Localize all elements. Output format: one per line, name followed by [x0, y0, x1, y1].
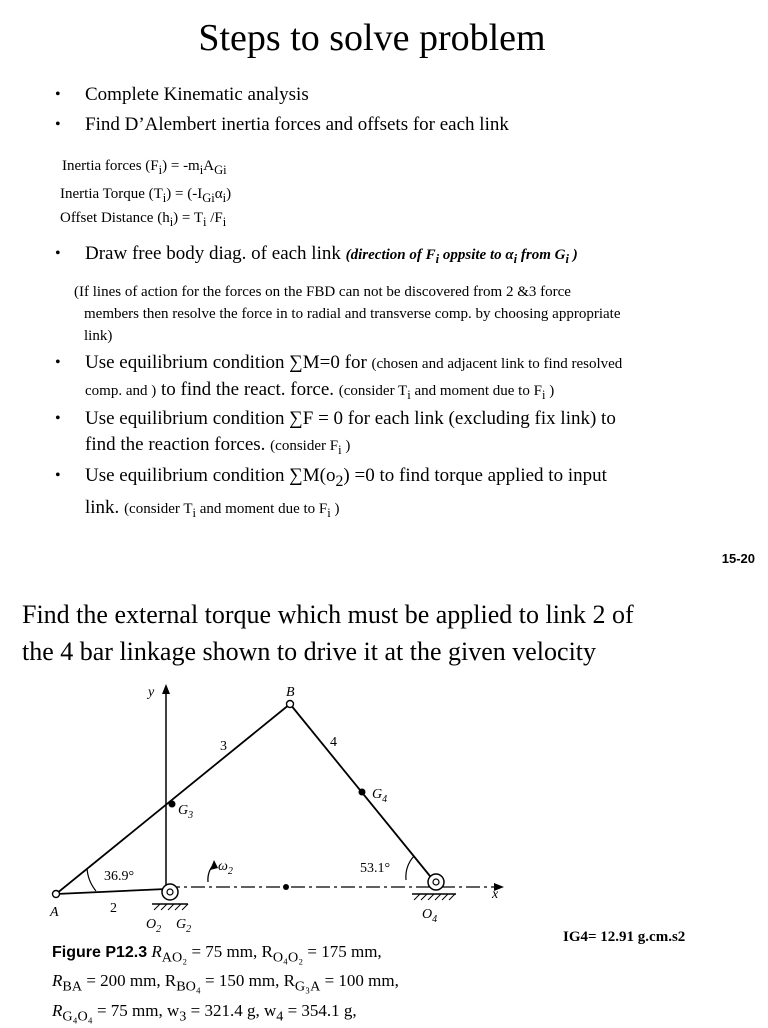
angle-arc-a	[87, 868, 96, 891]
bullet: •	[55, 116, 61, 133]
label-g2: $G_2$	[176, 917, 192, 935]
point-g4	[359, 789, 366, 796]
step-item	[55, 82, 309, 108]
step-text: Find D’Alembert inertia forces and offsets for each link	[85, 114, 509, 135]
label-angle-a: 36.9°	[104, 869, 135, 884]
fbd-note: (If lines of action for the forces on the FBD can not be discovered from 2 &3 force members then resolve the force in to radial and transverse comp. by choosing appropriate link)	[74, 284, 621, 344]
step-item	[55, 463, 607, 526]
step-text: Use equilibrium condition ∑F = 0 for each link (excluding fix link) to find the reaction forces. (consider $F_i$ )	[85, 408, 616, 457]
x-axis-label: x	[492, 887, 499, 902]
bullet: •	[55, 354, 61, 371]
joint-b	[287, 701, 294, 708]
joint-a	[53, 891, 60, 898]
formula-inertia-force: Inertia forces $(F_i) = -m_iA_{Gi}$	[62, 158, 227, 177]
step-text: Complete Kinematic analysis	[85, 84, 309, 105]
omega-arrowhead	[210, 860, 218, 870]
label-a: A	[50, 905, 59, 920]
step-item	[55, 406, 616, 463]
angle-arc-o4	[406, 856, 414, 880]
label-omega: $\omega_2$	[218, 859, 233, 877]
link-3	[56, 704, 290, 894]
step-text: Draw free body diag. of each link (direction of $F_i$ oppsite to $\alpha_i$ from $G_i$ )	[85, 243, 578, 266]
bullet: •	[55, 410, 61, 427]
step-item	[55, 112, 509, 138]
label-g4: $G_4$	[372, 787, 388, 805]
label-link-2: 2	[110, 901, 117, 916]
formula-inertia-torque: Inertia Torque $(T_i) = (-I_{Gi}\alpha_i)$	[60, 186, 232, 205]
figure-caption	[52, 940, 572, 1028]
bullet: •	[55, 467, 61, 484]
label-o2: $O_2$	[146, 917, 162, 935]
label-o4: $O_4$	[422, 907, 438, 925]
y-axis-arrow	[162, 684, 170, 694]
ig4-value: IG4= 12.91 g.cm.s2	[563, 929, 686, 945]
caption-line-3: $R_{G_4O_4} = 75$ mm, $w_3 = 321.4$ g, $w_4 = 354.1$ g,	[52, 1000, 357, 1025]
slide-number: 15-20	[721, 551, 755, 566]
step-text: Use equilibrium condition ∑M=0 for (chosen and adjacent link to find resolved comp. and ) to find the react. force. (consider $T_i$ and moment due to $F_i$ )	[85, 352, 623, 402]
ground-o2	[152, 884, 188, 910]
bullet: •	[55, 245, 61, 262]
caption-line-2: $R_{BA} = 200$ mm, $R_{BO_4} = 150$ mm, $R_{G_3A} = 100$ mm,	[52, 971, 399, 995]
point-g2-marker	[283, 884, 289, 890]
caption-line-1: Figure P12.3 $R_{AO_2} = 75$ mm, $R_{O_4O_2} = 175$ mm,	[52, 942, 382, 966]
link-2	[56, 889, 166, 894]
label-link-4: 4	[330, 735, 337, 750]
step-item	[55, 350, 622, 408]
formula-offset-distance: Offset Distance $(h_i) = T_i$ $/F_i$	[60, 210, 227, 229]
bullet: •	[55, 86, 61, 103]
point-g3	[169, 801, 176, 808]
label-g3: $G_3$	[178, 803, 194, 821]
label-b: B	[286, 685, 295, 700]
problem-statement: Find the external torque which must be applied to link 2 of the 4 bar linkage shown to drive it at the given velocity	[22, 600, 634, 666]
page-title: Steps to solve problem	[198, 17, 546, 59]
step-text: Use equilibrium condition $\sum M(o_2) =0$ to find torque applied to input link. (consider $T_i$ and moment due to $F_i$ )	[85, 465, 607, 520]
label-angle-o4: 53.1°	[360, 861, 391, 876]
y-axis-label: y	[148, 685, 155, 700]
label-link-3: 3	[220, 739, 227, 754]
step-item	[55, 241, 578, 272]
